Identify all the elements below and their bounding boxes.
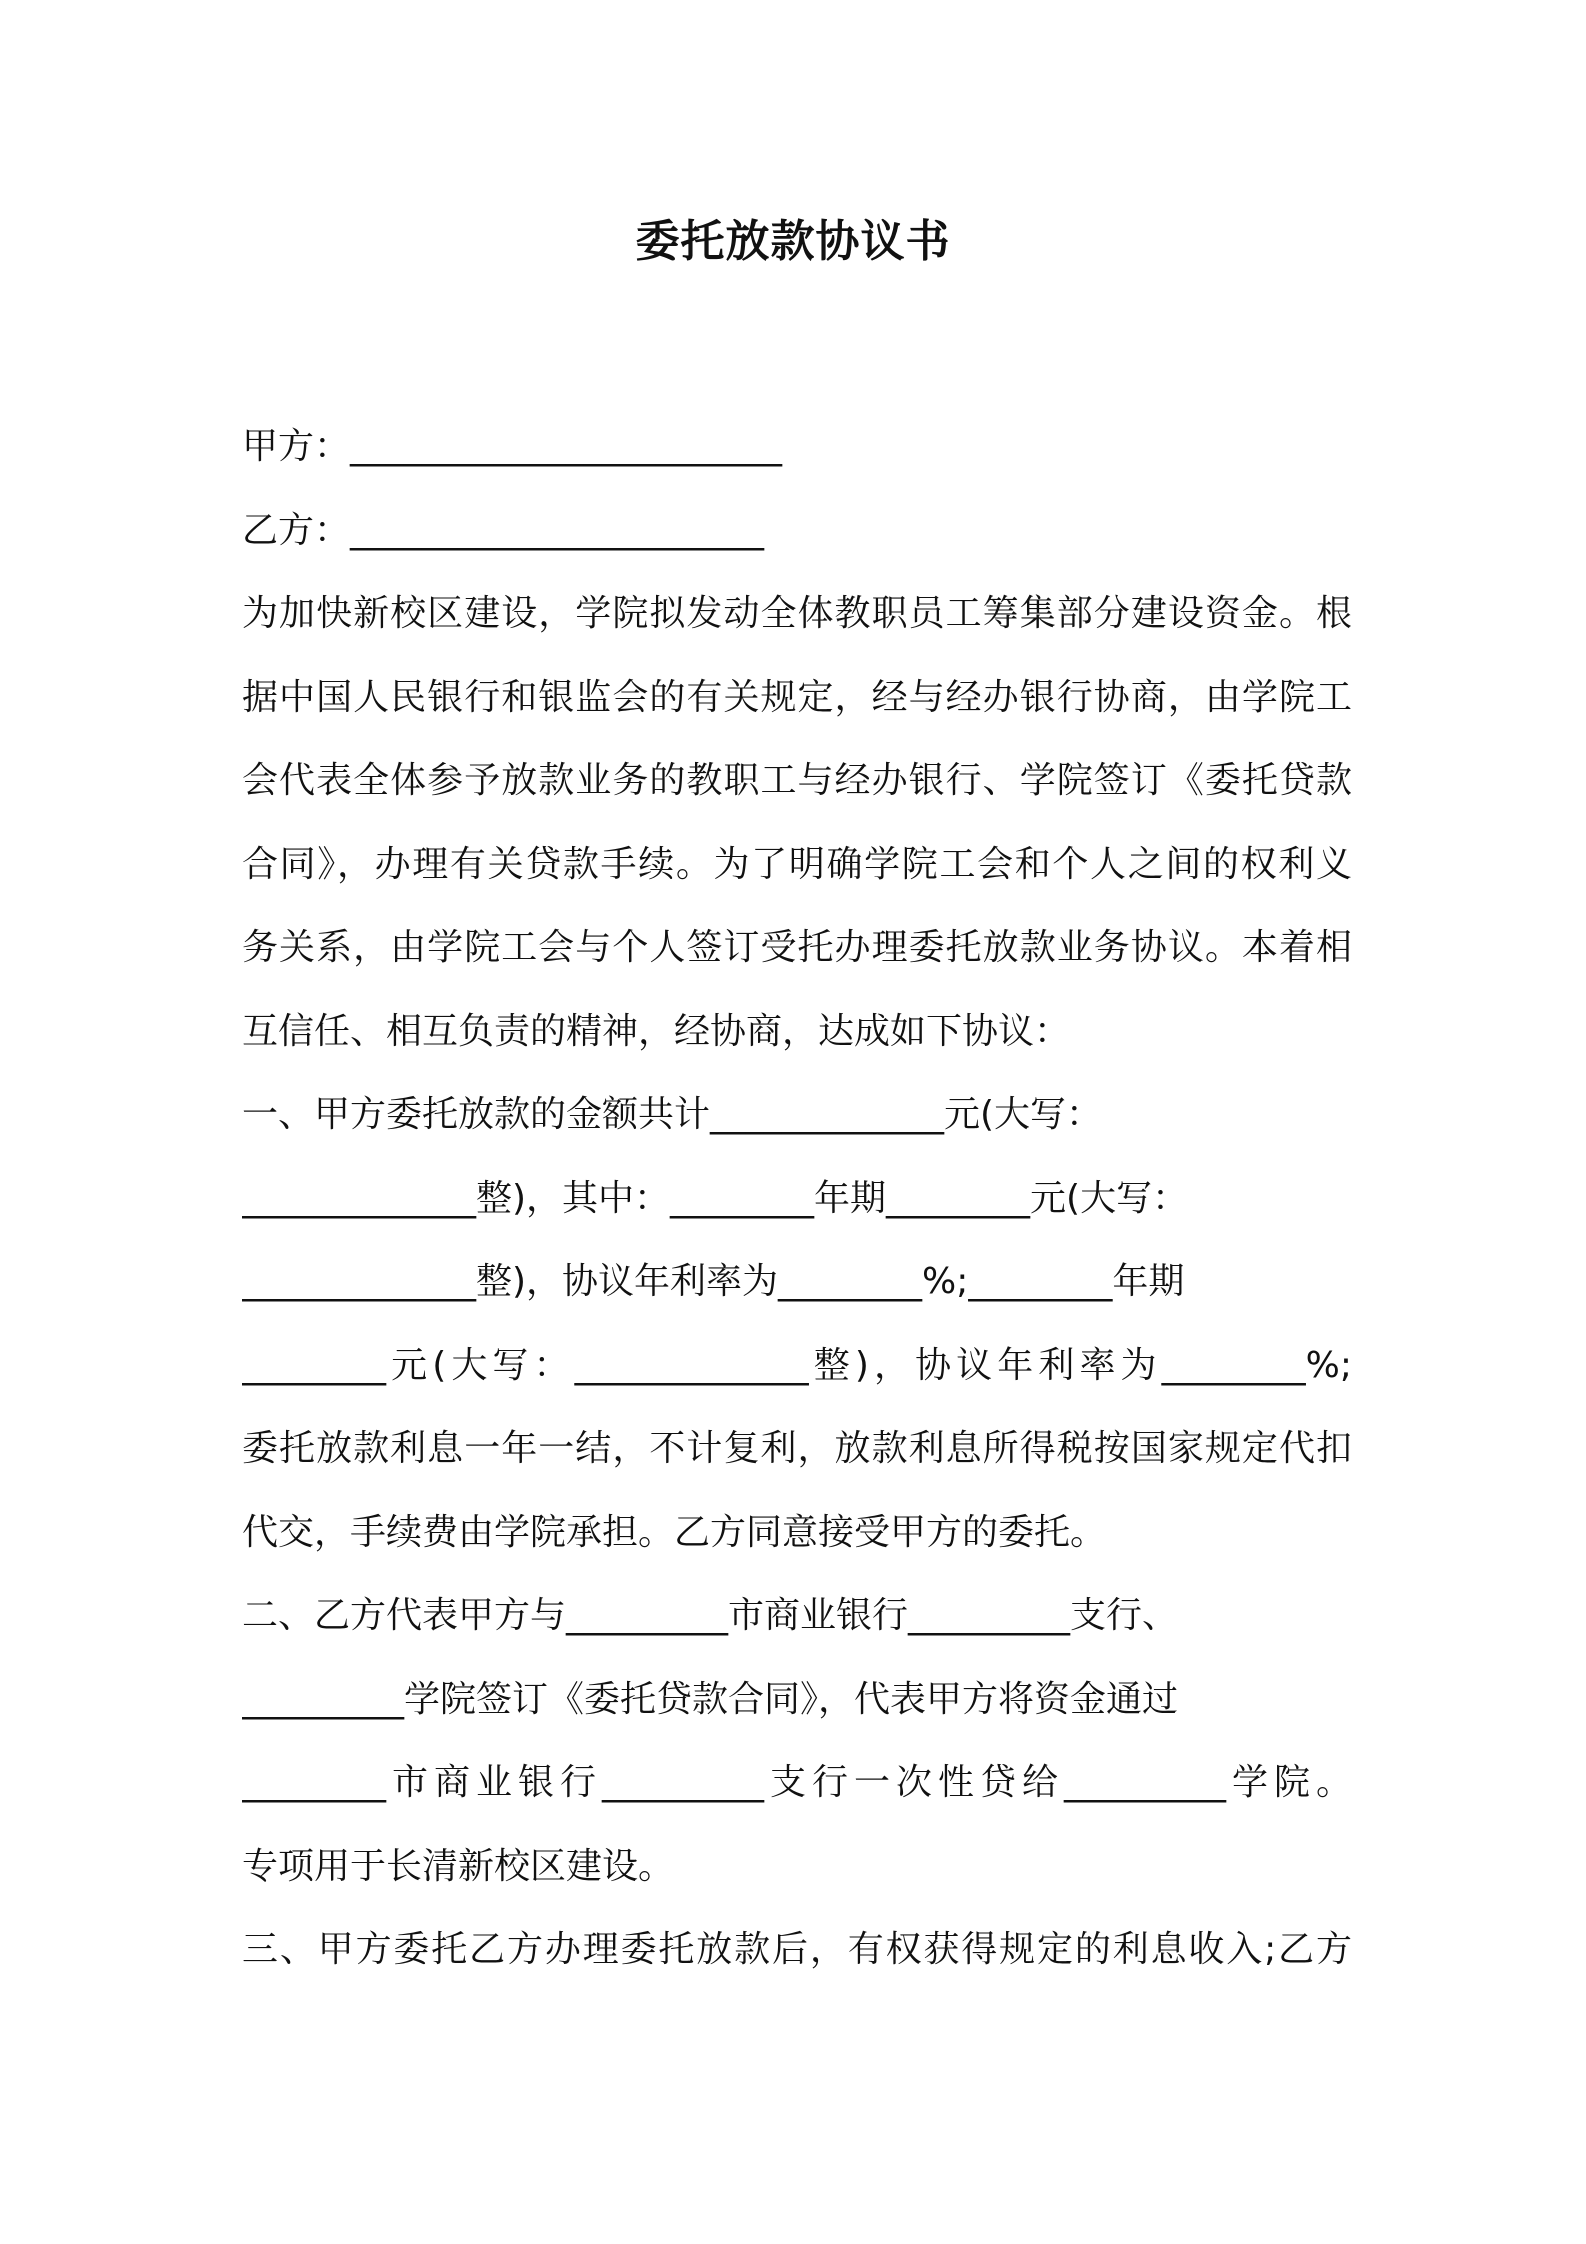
preamble-line: 互信任、相互负责的精神，经协商，达成如下协议：	[242, 1010, 1071, 1052]
clause-two-line: _________学院签订《委托贷款合同》，代表甲方将资金通过	[242, 1678, 1179, 1720]
preamble-line: 合同》，办理有关贷款手续。为了明确学院工会和个人之间的权利义	[242, 843, 1352, 885]
preamble-line: 会代表全体参予放款业务的教职工与经办银行、学院签订《委托贷款	[242, 760, 1352, 801]
party-a-line: 甲方：________________________	[242, 426, 783, 467]
clause-two-line: 专项用于长清新校区建设。	[242, 1845, 675, 1887]
clause-one-line: 代交，手续费由学院承担。乙方同意接受甲方的委托。	[242, 1511, 1107, 1553]
preamble-line: 据中国人民银行和银监会的有关规定，经与经办银行协商，由学院工	[242, 676, 1352, 718]
clause-two-line: 二、乙方代表甲方与_________市商业银行_________支行、	[242, 1595, 1179, 1636]
clause-one-line: _____________整)，其中：________年期________元(大写：	[242, 1177, 1189, 1219]
clause-three-line: 三、甲方委托乙方办理委托放款后，有权获得规定的利息收入;乙方	[242, 1929, 1352, 1970]
clause-two-line: ________市商业银行_________支行一次性贷给_________学院。	[242, 1762, 1352, 1803]
clause-one-line: 一、甲方委托放款的金额共计_____________元(大写：	[242, 1094, 1103, 1135]
document-body	[242, 405, 1352, 1992]
document-title: 委托放款协议书	[635, 216, 951, 267]
party-b-line: 乙方：_______________________	[242, 509, 765, 551]
preamble-line: 务关系，由学院工会与个人签订受托办理委托放款业务协议。本着相	[242, 927, 1352, 968]
preamble-line: 为加快新校区建设，学院拟发动全体教职员工筹集部分建设资金。根	[242, 593, 1352, 634]
clause-one-line: _____________整)，协议年利率为________%;________年期	[242, 1261, 1185, 1302]
clause-one-line: 委托放款利息一年一结，不计复利，放款利息所得税按国家规定代扣	[242, 1428, 1352, 1469]
clause-one-line: ________元(大写：_____________整)，协议年利率为________%;	[242, 1344, 1352, 1386]
